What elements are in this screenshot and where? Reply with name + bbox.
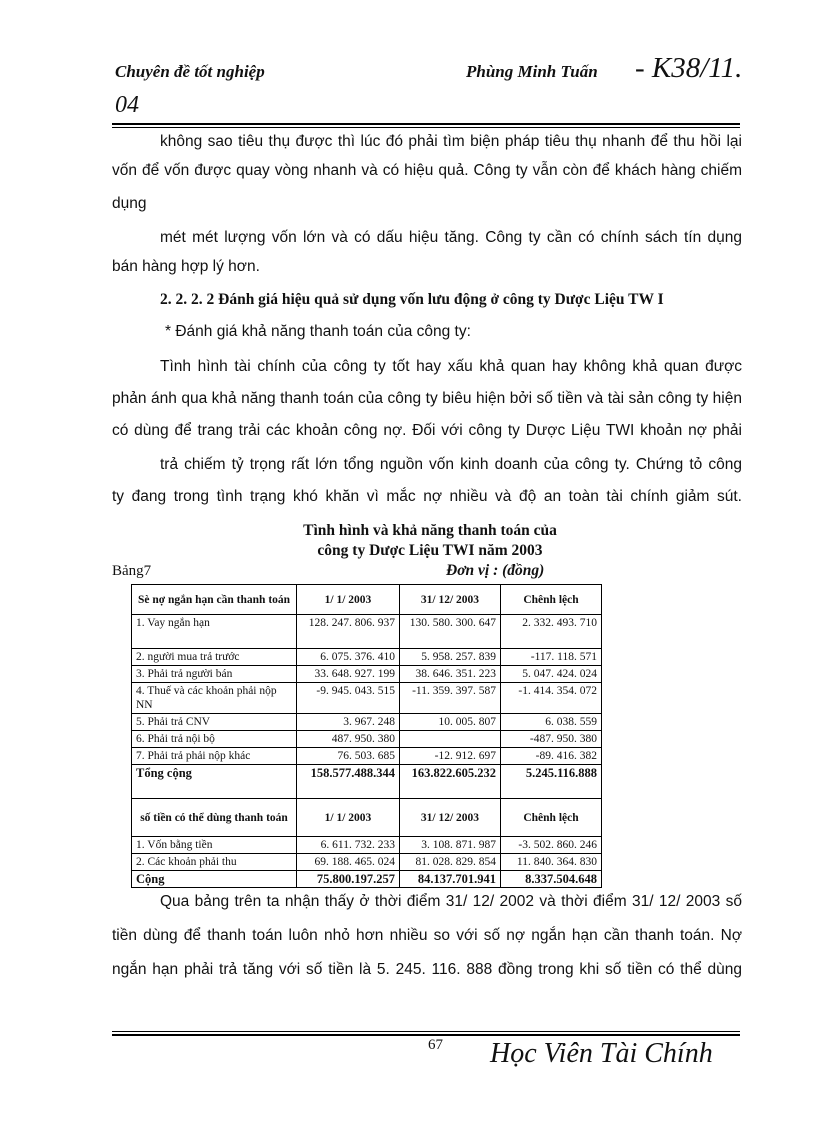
table-cell: 84.137.701.941 bbox=[400, 871, 501, 888]
table-unit: Đơn vị : (đồng) bbox=[446, 562, 545, 579]
footer-rule bbox=[112, 1034, 740, 1036]
table-row bbox=[132, 683, 602, 714]
table-header-cell: Chênh lệch bbox=[501, 799, 602, 837]
table-total-row bbox=[132, 765, 602, 799]
table-cell: 11. 840. 364. 830 bbox=[501, 854, 602, 871]
body-line: có dùng để trang trải các khoản công nợ. Đối với công ty Dược Liệu TWI khoản nợ phải bbox=[112, 422, 742, 439]
table-cell: 130. 580. 300. 647 bbox=[400, 615, 501, 649]
body-line: Tình hình tài chính của công ty tốt hay xấu khả quan hay không khả quan được bbox=[160, 358, 742, 375]
header-document-type: Chuyên đề tốt nghiệp bbox=[115, 62, 265, 81]
table-header-cell: số tiền có thể dùng thanh toán bbox=[132, 799, 297, 837]
table-header-row bbox=[132, 799, 602, 837]
table-cell: 76. 503. 685 bbox=[297, 748, 400, 765]
table-cell: 2. 332. 493. 710 bbox=[501, 615, 602, 649]
table-cell: Tổng cộng bbox=[132, 765, 297, 799]
body-line: ngắn hạn phải trả tăng với số tiền là 5. 245. 116. 888 đồng trong khi số tiền có thể dùng bbox=[112, 961, 742, 978]
table-total-row bbox=[132, 871, 602, 888]
table-cell: 3. 108. 871. 987 bbox=[400, 837, 501, 854]
table-cell: -11. 359. 397. 587 bbox=[400, 683, 501, 714]
header-rule-thin bbox=[112, 127, 740, 128]
table-cell: 5.245.116.888 bbox=[501, 765, 602, 799]
header-rule bbox=[112, 123, 740, 125]
table-cell: Cộng bbox=[132, 871, 297, 888]
page-number: 67 bbox=[428, 1037, 443, 1053]
table-cell: -487. 950. 380 bbox=[501, 731, 602, 748]
table-cell: 38. 646. 351. 223 bbox=[400, 666, 501, 683]
header-class-code: - K38/11. bbox=[635, 52, 743, 84]
footer-brand: Học Viên Tài Chính bbox=[490, 1038, 713, 1069]
table-cell: -3. 502. 860. 246 bbox=[501, 837, 602, 854]
table-row bbox=[132, 649, 602, 666]
table-header-cell: Chênh lệch bbox=[501, 585, 602, 615]
body-line: vốn để vốn được quay vòng nhanh và có hiệu quả. Công ty vẫn còn để khách hàng chiếm bbox=[112, 162, 742, 179]
section-heading: 2. 2. 2. 2 Đánh giá hiệu quả sử dụng vốn lưu động ở công ty Dược Liệu TW I bbox=[160, 291, 664, 308]
table-caption: công ty Dược Liệu TWI năm 2003 bbox=[317, 542, 543, 559]
table-cell: 2. Các khoản phải thu bbox=[132, 854, 297, 871]
table-cell: 8.337.504.648 bbox=[501, 871, 602, 888]
table-cell: 4. Thuế và các khoản phải nộp NN bbox=[132, 683, 297, 714]
table-cell: 6. 611. 732. 233 bbox=[297, 837, 400, 854]
table-row bbox=[132, 854, 602, 871]
table-cell: 128. 247. 806. 937 bbox=[297, 615, 400, 649]
table-row bbox=[132, 748, 602, 765]
table-cell: 158.577.488.344 bbox=[297, 765, 400, 799]
table-cell: 6. Phải trả nội bộ bbox=[132, 731, 297, 748]
body-line: dụng bbox=[112, 195, 147, 212]
table-cell: 487. 950. 380 bbox=[297, 731, 400, 748]
table-cell: 75.800.197.257 bbox=[297, 871, 400, 888]
table-cell: 5. 958. 257. 839 bbox=[400, 649, 501, 666]
table-row bbox=[132, 615, 602, 649]
footer-rule-thin bbox=[112, 1031, 740, 1032]
table-cell: 69. 188. 465. 024 bbox=[297, 854, 400, 871]
table-cell bbox=[400, 731, 501, 748]
table-cell: 3. 967. 248 bbox=[297, 714, 400, 731]
table-header-cell: 1/ 1/ 2003 bbox=[297, 799, 400, 837]
table-cell: 6. 038. 559 bbox=[501, 714, 602, 731]
table-cell: -1. 414. 354. 072 bbox=[501, 683, 602, 714]
body-line: phản ánh qua khả năng thanh toán của công ty biêu hiện bởi số tiền và tài sản công ty hiện bbox=[112, 390, 742, 407]
table-cell: 163.822.605.232 bbox=[400, 765, 501, 799]
header-author: Phùng Minh Tuấn bbox=[466, 62, 598, 81]
table-row bbox=[132, 714, 602, 731]
table-cell: 5. Phải trả CNV bbox=[132, 714, 297, 731]
liquidity-table bbox=[131, 584, 602, 888]
table-cell: 10. 005. 807 bbox=[400, 714, 501, 731]
table-caption: Tình hình và khả năng thanh toán của bbox=[303, 522, 557, 539]
body-line: Qua bảng trên ta nhận thấy ở thời điểm 31/ 12/ 2002 và thời điểm 31/ 12/ 2003 số bbox=[160, 893, 742, 910]
table-cell: 7. Phải trả phải nộp khác bbox=[132, 748, 297, 765]
table-header-cell: 31/ 12/ 2003 bbox=[400, 799, 501, 837]
table-header-cell: 31/ 12/ 2003 bbox=[400, 585, 501, 615]
body-line: bán hàng hợp lý hơn. bbox=[112, 258, 260, 275]
body-line: không sao tiêu thụ được thì lúc đó phải tìm biện pháp tiêu thụ nhanh để thu hồi lại bbox=[160, 133, 742, 150]
table-cell: -9. 945. 043. 515 bbox=[297, 683, 400, 714]
table-cell: 1. Vốn bằng tiền bbox=[132, 837, 297, 854]
body-line: mét mét lượng vốn lớn và có dấu hiệu tăng. Công ty cần có chính sách tín dụng bbox=[160, 229, 742, 246]
table-cell: -89. 416. 382 bbox=[501, 748, 602, 765]
table-row bbox=[132, 666, 602, 683]
table-cell: 81. 028. 829. 854 bbox=[400, 854, 501, 871]
table-cell: 3. Phải trả người bán bbox=[132, 666, 297, 683]
table-cell: -117. 118. 571 bbox=[501, 649, 602, 666]
body-line: ty đang trong tình trạng khó khăn vì mắc nợ nhiều và độ an toàn tài chính giảm sút. bbox=[112, 488, 742, 505]
table-cell: 2. người mua trả trước bbox=[132, 649, 297, 666]
table-cell: 5. 047. 424. 024 bbox=[501, 666, 602, 683]
table-label: Bảng7 bbox=[112, 563, 152, 579]
table-header-cell: 1/ 1/ 2003 bbox=[297, 585, 400, 615]
table-cell: -12. 912. 697 bbox=[400, 748, 501, 765]
body-line: trả chiếm tỷ trọng rất lớn tổng nguồn vốn kinh doanh của công ty. Chứng tỏ công bbox=[160, 456, 742, 473]
table-row bbox=[132, 731, 602, 748]
subheading: * Đánh giá khả năng thanh toán của công ty: bbox=[165, 323, 471, 340]
table-row bbox=[132, 837, 602, 854]
table-header-row bbox=[132, 585, 602, 615]
body-line: tiền dùng để thanh toán luôn nhỏ hơn nhiều so với số nợ ngắn hạn cần thanh toán. Nợ bbox=[112, 927, 742, 944]
table-cell: 1. Vay ngắn hạn bbox=[132, 615, 297, 649]
table-cell: 33. 648. 927. 199 bbox=[297, 666, 400, 683]
table-cell: 6. 075. 376. 410 bbox=[297, 649, 400, 666]
header-class-suffix: 04 bbox=[115, 92, 139, 118]
table-header-cell: Sè nợ ngắn hạn cần thanh toán bbox=[132, 585, 297, 615]
